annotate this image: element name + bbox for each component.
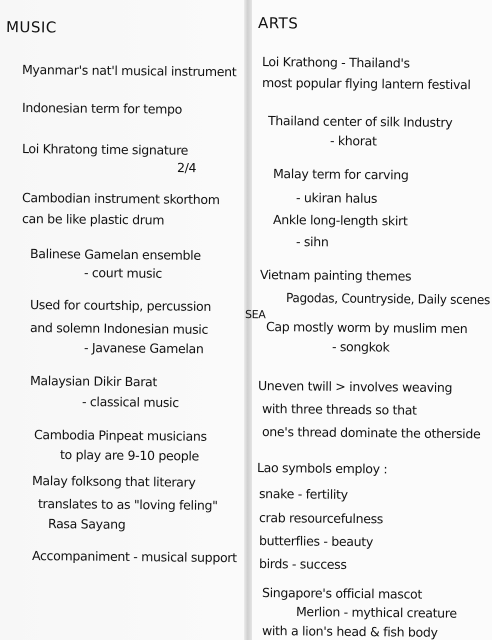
arts-line: one's thread dominate the otherside bbox=[261, 424, 481, 442]
arts-line: Pagodas, Countryside, Daily scenes bbox=[285, 290, 491, 308]
arts-line: Loi Krathong - Thailand's bbox=[261, 54, 410, 71]
music-line: Rasa Sayang bbox=[47, 516, 126, 532]
arts-line: Malay term for carving bbox=[272, 166, 409, 183]
music-line: Balinese Gamelan ensemble bbox=[29, 246, 201, 263]
arts-line: with three threads so that bbox=[261, 401, 417, 418]
arts-line: with a lion's head & fish body bbox=[261, 623, 438, 640]
music-line: Cambodia Pinpeat musicians bbox=[33, 427, 207, 444]
music-heading: MUSIC bbox=[5, 18, 57, 37]
arts-line: crab resourcefulness bbox=[258, 510, 384, 527]
music-line: and solemn Indonesian music bbox=[29, 320, 209, 337]
sea-label: SEA bbox=[244, 308, 266, 322]
music-line: - classical music bbox=[81, 394, 179, 411]
arts-line: butterflies - beauty bbox=[258, 533, 374, 550]
music-line: - court music bbox=[83, 265, 163, 281]
music-line: translates to as "loving feling" bbox=[37, 496, 218, 513]
music-line: Indonesian term for tempo bbox=[21, 100, 183, 117]
music-line: 2/4 bbox=[176, 160, 197, 176]
arts-line: Merlion - mythical creature bbox=[295, 604, 457, 621]
arts-line: Uneven twill > involves weaving bbox=[257, 378, 453, 396]
music-line: Malay folksong that literary bbox=[31, 473, 196, 490]
arts-line: - songkok bbox=[331, 339, 390, 355]
arts-line: - khorat bbox=[329, 133, 377, 149]
arts-line: snake - fertility bbox=[258, 486, 348, 502]
arts-line: Vietnam painting themes bbox=[259, 267, 412, 284]
arts-line: Lao symbols employ : bbox=[256, 460, 388, 477]
music-line: Accompaniment - musical support bbox=[31, 548, 237, 566]
arts-line: Ankle long-length skirt bbox=[272, 212, 408, 229]
arts-line: Singapore's official mascot bbox=[261, 585, 423, 602]
music-line: - Javanese Gamelan bbox=[83, 340, 204, 357]
arts-line: Thailand center of silk Industry bbox=[267, 113, 453, 130]
music-line: Myanmar's nat'l musical instrument bbox=[21, 62, 237, 80]
music-line: Cambodian instrument skorthom bbox=[21, 190, 220, 208]
arts-line: - ukiran halus bbox=[295, 190, 378, 206]
arts-line: birds - success bbox=[258, 556, 347, 572]
music-line: to play are 9-10 people bbox=[59, 447, 200, 464]
music-line: Loi Khratong time signature bbox=[21, 141, 189, 158]
arts-line: - sihn bbox=[295, 234, 329, 250]
arts-line: Cap mostly worm by muslim men bbox=[265, 319, 468, 337]
arts-heading: ARTS bbox=[257, 14, 299, 33]
arts-line: most popular flying lantern festival bbox=[261, 75, 471, 93]
music-line: can be like plastic drum bbox=[21, 211, 165, 228]
music-line: Malaysian Dikir Barat bbox=[29, 373, 158, 390]
music-line: Used for courtship, percussion bbox=[29, 297, 212, 314]
